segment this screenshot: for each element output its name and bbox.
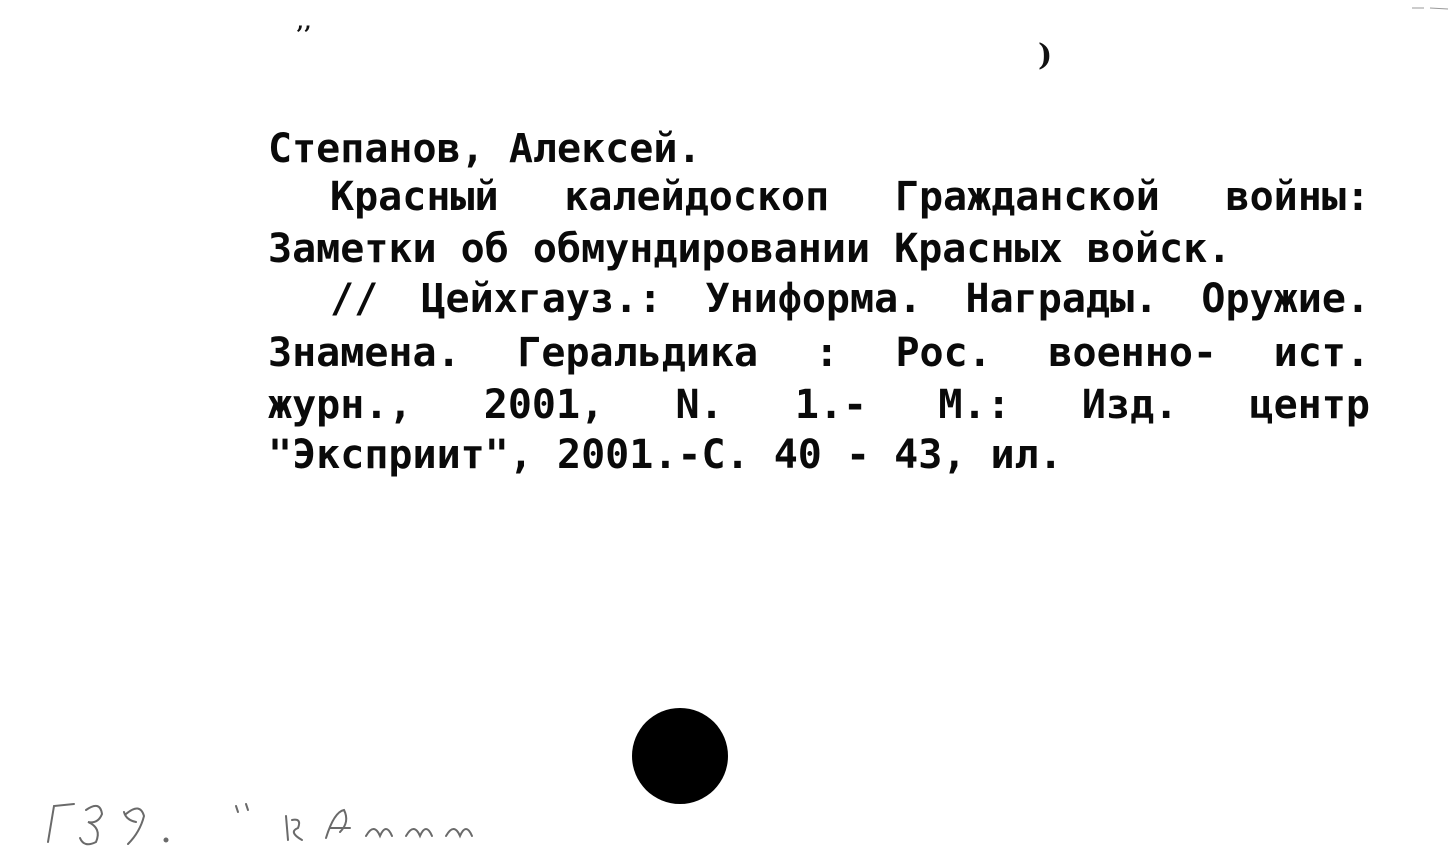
source-word: Изд. xyxy=(1081,382,1179,428)
source-line-4: "Эксприит", 2001.-С. 40 - 43, ил. xyxy=(268,432,1063,478)
author-line: Степанов, Алексей. xyxy=(268,126,702,172)
title-word: калейдоскоп xyxy=(564,174,830,220)
source-word: Униформа. xyxy=(705,276,923,322)
source-word: Рос. xyxy=(895,330,992,376)
title-line-2: Заметки об обмундировании Красных войск. xyxy=(268,226,1232,272)
handwritten-shelfmark xyxy=(40,792,480,852)
source-word: Знамена. xyxy=(268,330,461,376)
ink-speck-right: ) xyxy=(1038,38,1053,73)
ink-speck-left: ’’ xyxy=(296,22,312,48)
source-word: N. xyxy=(675,382,724,428)
source-line-1 xyxy=(330,276,1370,322)
source-line-3 xyxy=(268,382,1370,428)
source-word: М.: xyxy=(938,382,1011,428)
source-word: 1.- xyxy=(794,382,868,428)
source-word: журн., xyxy=(268,382,413,428)
title-line-1 xyxy=(330,174,1370,220)
source-word: военно- xyxy=(1048,330,1217,376)
source-word: : xyxy=(814,330,839,376)
source-word: Цейхгауз.: xyxy=(421,276,663,322)
source-word: Награды. xyxy=(965,276,1159,322)
title-word: Красный xyxy=(330,174,499,220)
punch-hole xyxy=(632,708,728,804)
source-line-2 xyxy=(268,330,1370,376)
title-word: войны: xyxy=(1225,174,1370,220)
title-word: Гражданской xyxy=(894,174,1160,220)
source-word: центр xyxy=(1249,382,1370,428)
source-word: ист. xyxy=(1273,330,1370,376)
source-word: // xyxy=(330,276,379,322)
corner-mark-icon xyxy=(1410,4,1450,12)
source-word: Геральдика xyxy=(517,330,759,376)
source-word: 2001, xyxy=(483,382,605,428)
source-word: Оружие. xyxy=(1201,276,1370,322)
